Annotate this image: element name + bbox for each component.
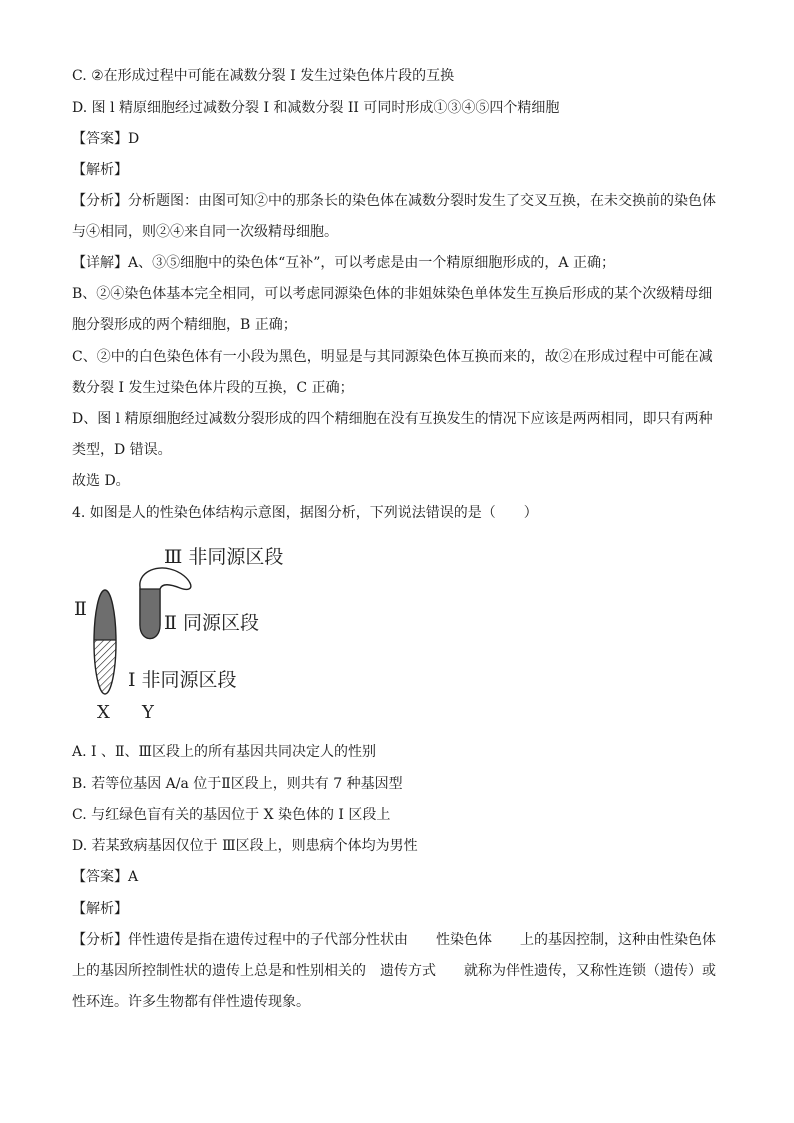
detail-a: 【详解】A、③⑤细胞中的染色体“互补”，可以考虑是由一个精原细胞形成的，A 正确； — [72, 255, 615, 271]
analysis-body-2: 上的基因所控制性状的遗传上总是和性别相关的 遗传方式 就称为伴性遗传，又称性连锁（遗传）或 — [72, 963, 716, 979]
option-c-prev: C. ②在形成过程中可能在减数分裂 I 发生过染色体片段的互换 — [72, 68, 455, 84]
label-ii-homologous: Ⅱ 同源区段 — [164, 612, 259, 634]
label-y: Y — [142, 702, 154, 723]
label-iii-nonhomologous: Ⅲ 非同源区段 — [164, 546, 284, 568]
detail-b-1: B、②④染色体基本完全相同，可以考虑同源染色体的非姐妹染色单体发生互换后形成的某个次级精母细 — [72, 286, 713, 302]
answer-label: 【答案】A — [72, 869, 139, 885]
analysis-text-2: 与④相同，则②④来自同一次级精母细胞。 — [72, 224, 338, 240]
detail-c-2: 数分裂 I 发生过染色体片段的互换，C 正确； — [72, 380, 354, 396]
analysis-label: 【解析】 — [72, 901, 128, 917]
y-homologous-segment — [140, 589, 160, 639]
label-ii-left: Ⅱ — [74, 598, 87, 620]
analysis-body-3: 性环连。许多生物都有伴性遗传现象。 — [72, 994, 310, 1010]
label-i-nonhomologous: Ⅰ 非同源区段 — [128, 669, 237, 691]
detail-c-1: C、②中的白色染色体有一小段为黑色，明显是与其同源染色体互换而来的，故②在形成过程中可能在减 — [72, 349, 713, 365]
choose-d: 故选 D。 — [72, 473, 130, 489]
detail-b-2: 胞分裂形成的两个精细胞，B 正确； — [72, 317, 297, 333]
answer-label-prev: 【答案】D — [72, 131, 140, 147]
option-d-prev: D. 图 l 精原细胞经过减数分裂 I 和减数分裂 II 可同时形成①③④⑤四个精细胞 — [72, 100, 560, 116]
option-a: A. Ⅰ 、Ⅱ、Ⅲ区段上的所有基因共同决定人的性别 — [72, 744, 377, 760]
analysis-body-1: 【分析】伴性遗传是指在遗传过程中的子代部分性状由 性染色体 上的基因控制，这种由性染色体 — [72, 932, 716, 948]
label-x: X — [97, 702, 110, 723]
option-c: C. 与红绿色盲有关的基因位于 X 染色体的 I 区段上 — [72, 807, 391, 823]
detail-d-2: 类型，D 错误。 — [72, 442, 172, 458]
x-chromosome — [90, 590, 120, 700]
option-d: D. 若某致病基因仅位于 Ⅲ区段上，则患病个体均为男性 — [72, 838, 418, 854]
option-b: B. 若等位基因 A/a 位于Ⅱ区段上，则共有 7 种基因型 — [72, 776, 403, 792]
detail-d-1: D、图 l 精原细胞经过减数分裂形成的四个精细胞在没有互换发生的情况下应该是两两相同，即只有两种 — [72, 411, 713, 427]
analysis-label-prev: 【解析】 — [72, 162, 128, 178]
sex-chromosome-diagram — [60, 535, 380, 730]
analysis-text-1: 【分析】分析题图：由图可知②中的那条长的染色体在减数分裂时发生了交叉互换，在未交换前的染色体 — [72, 193, 716, 209]
question-4-stem: 4. 如图是人的性染色体结构示意图，据图分析，下列说法错误的是（ ） — [72, 505, 538, 521]
